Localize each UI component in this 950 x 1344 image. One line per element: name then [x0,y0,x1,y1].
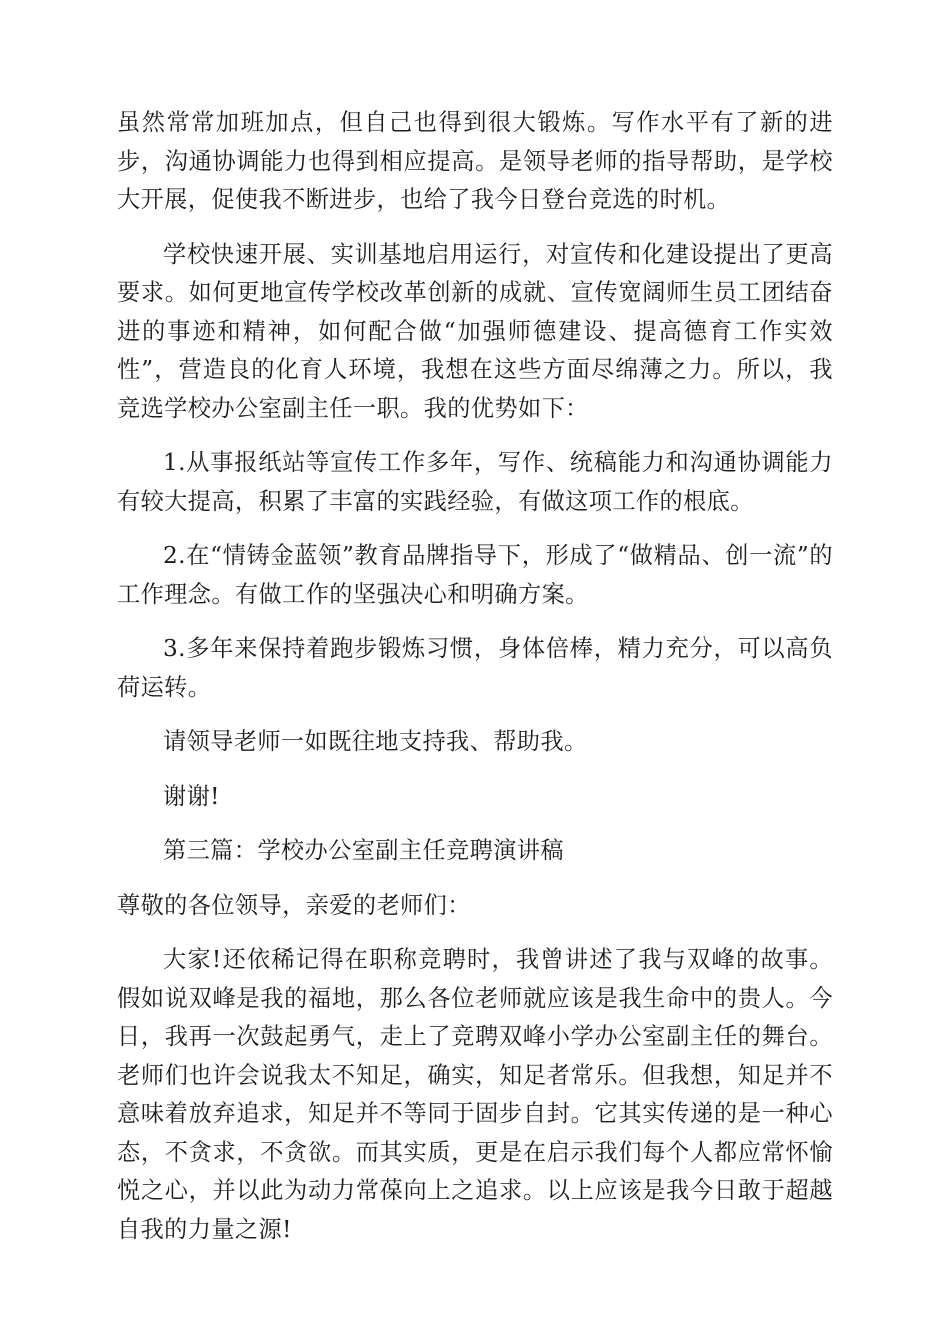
paragraph-2: 学校快速开展、实训基地启用运行，对宣传和化建设提出了更高要求。如何更地宣传学校改革创新的成就、宣传宽阔师生员工团结奋进的事迹和精神，如何配合做“加强师德建设、提高德育工作实效性”，营造良的化育人环境，我想在这些方面尽绵薄之力。所以，我竞选学校办公室副主任一职。我的优势如下： [117,240,833,422]
list-item-1: 1.从事报纸站等宣传工作多年，写作、统稿能力和沟通协调能力有较大提高，积累了丰富的实践经验，有做这项工作的根底。 [117,449,833,515]
document-body [117,104,833,1265]
paragraph-1: 虽然常常加班加点，但自己也得到很大锻炼。写作水平有了新的进步，沟通协调能力也得到相应提高。是领导老师的指导帮助，是学校大开展，促使我不断进步，也给了我今日登台竞选的时机。 [117,109,833,213]
paragraph-request: 请领导老师一如既往地支持我、帮助我。 [163,728,588,755]
list-item-2: 2.在“情铸金蓝领”教育品牌指导下，形成了“做精品、创一流”的工作理念。有做工作的坚强决心和明确方案。 [117,542,833,608]
paragraph-speech-opening: 大家!还依稀记得在职称竞聘时，我曾讲述了我与双峰的故事。假如说双峰是我的福地，那么各位老师就应该是我生命中的贵人。今日，我再一次鼓起勇气，走上了竞聘双峰小学办公室副主任的舞台。老师们也许会说我太不知足，确实，知足者常乐。但我想，知足并不意味着放弃追求，知足并不等同于固步自封。它其实传递的是一种心态，不贪求，不贪欲。而其实质，更是在启示我们每个人都应常怀愉悦之心，并以此为动力常葆向上之追求。以上应该是我今日敢于超越自我的力量之源! [117,946,833,1243]
section-heading: 第三篇：学校办公室副主任竞聘演讲稿 [163,837,564,864]
paragraph-thanks: 谢谢! [163,782,220,810]
salutation: 尊敬的各位领导，亲爱的老师们： [117,891,471,919]
list-item-3: 3.多年来保持着跑步锻炼习惯，身体倍棒，精力充分，可以高负荷运转。 [117,635,833,701]
